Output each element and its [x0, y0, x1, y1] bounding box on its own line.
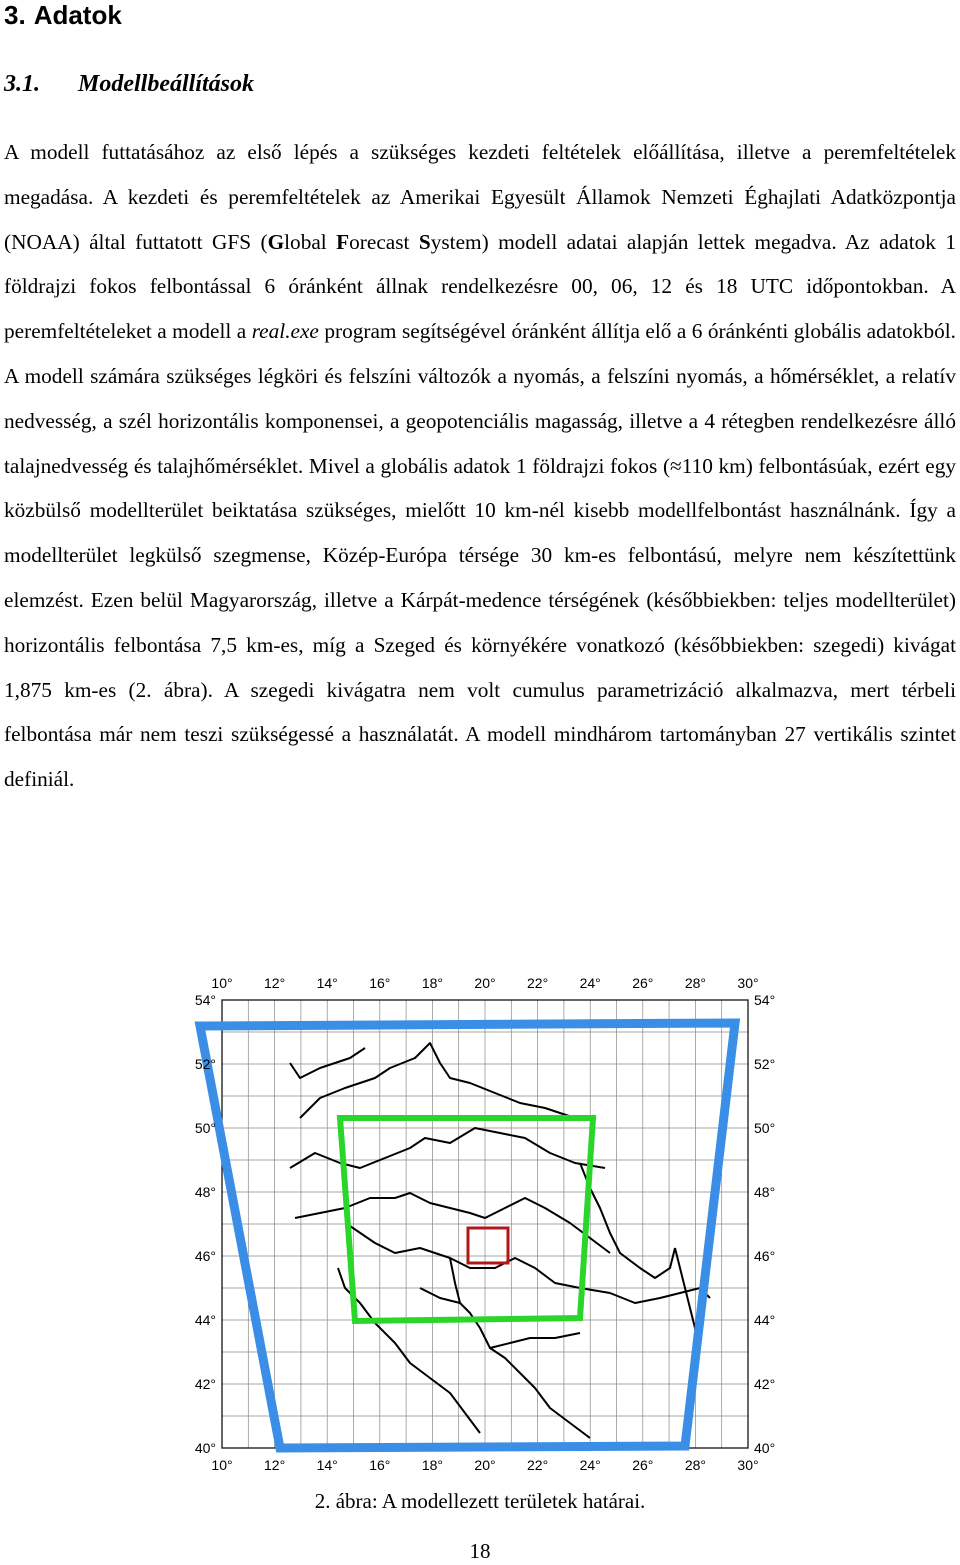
lon-label-bottom: 26° [632, 1457, 654, 1473]
lon-label-bottom: 14° [316, 1457, 338, 1473]
lat-label-right: 44° [754, 1312, 776, 1328]
subsection-heading [4, 70, 254, 98]
gfs-g: G [267, 229, 285, 254]
lon-label-top: 16° [369, 975, 391, 991]
paragraph-part-1: A modell futtatásához az első lépés a szükséges kezdeti feltételek előállítása, illetve a peremfeltételek megadása. A kezdeti és peremfeltételek az Amerikai Egyesült Államok Nemzeti Éghajlati Adatközpontja (NOAA) által futtatott GFS ( [4, 140, 956, 254]
lat-label-left: 42° [194, 1376, 216, 1392]
lon-label-bottom: 10° [211, 1457, 233, 1473]
lat-label-right: 54° [754, 992, 776, 1008]
lon-label-top: 22° [527, 975, 549, 991]
lon-label-bottom: 20° [474, 1457, 496, 1473]
lat-label-left: 44° [194, 1312, 216, 1328]
lon-label-bottom: 24° [579, 1457, 601, 1473]
gfs-f: F [336, 229, 350, 254]
domain-map [150, 968, 800, 1473]
lon-label-top: 30° [737, 975, 759, 991]
lat-label-right: 52° [754, 1056, 776, 1072]
lat-label-left: 40° [194, 1440, 216, 1456]
lat-label-right: 48° [754, 1184, 776, 1200]
lat-lon-grid [222, 1000, 748, 1448]
lon-label-top: 18° [421, 975, 443, 991]
lon-label-bottom: 12° [264, 1457, 286, 1473]
section-title: Adatok [33, 0, 122, 30]
gfs-orecast: orecast [349, 229, 419, 254]
lat-label-left: 46° [194, 1248, 216, 1264]
lat-label-right: 40° [754, 1440, 776, 1456]
subsection-title: Modellbeállítások [78, 71, 254, 97]
real-exe-term: real.exe [251, 319, 319, 344]
lat-label-left: 54° [194, 992, 216, 1008]
lon-label-top: 10° [211, 975, 233, 991]
lat-label-right: 42° [754, 1376, 776, 1392]
lon-label-top: 12° [264, 975, 286, 991]
lon-label-top: 26° [632, 975, 654, 991]
lon-label-bottom: 30° [737, 1457, 759, 1473]
lon-label-bottom: 16° [369, 1457, 391, 1473]
lat-label-left: 52° [194, 1056, 216, 1072]
lat-label-left: 50° [194, 1120, 216, 1136]
gfs-s: S [418, 229, 431, 254]
lon-label-top: 24° [579, 975, 601, 991]
domain-map-figure [150, 968, 800, 1473]
gfs-ystem: ystem) [430, 229, 489, 254]
lat-label-right: 46° [754, 1248, 776, 1264]
lon-label-bottom: 18° [421, 1457, 443, 1473]
body-paragraph [4, 130, 956, 802]
lat-label-left: 48° [194, 1184, 216, 1200]
lon-label-top: 14° [316, 975, 338, 991]
figure-caption: 2. ábra: A modellezett területek határai. [314, 1489, 646, 1513]
lon-label-bottom: 22° [527, 1457, 549, 1473]
section-number: 3. [4, 0, 26, 30]
section-heading [4, 0, 122, 30]
paragraph-part-2: modell adatai alapján lettek megadva. Az adatok 1 földrajzi fokos felbontással 6 óránként állnak rendelkezésre 00, 06, 12 és 18 UTC időpontokban. A peremfeltételeket a modell a [4, 229, 956, 344]
lon-label-top: 20° [474, 975, 496, 991]
gfs-lobal: lobal [284, 229, 337, 254]
lat-label-right: 50° [754, 1120, 776, 1136]
lon-label-bottom: 28° [684, 1457, 706, 1473]
paragraph-part-3: program segítségével óránként állítja elő a 6 óránkénti globális adatokból. A modell számára szükséges légköri és felszíni változók a nyomás, a felszíni nyomás, a hőmérséklet, a relatív nedvesség, a szél horizontális komponensei, a geopotenciális magasság, illetve a 4 rétegben rendelkezésre álló talajnedvesség és talajhőmérséklet. Mivel a globális adatok 1 földrajzi fokos (≈110 km) felbontásúak, ezért egy közbülső modellterület beiktatása szükséges, mielőtt 10 km-nél kisebb modellfelbontást használnánk. Így a modellterület legkülső szegmense, Közép-Európa térsége 30 km-es felbontású, melyre nem készítettünk elemzést. Ezen belül Magyarország, illetve a Kárpát-medence térségének (későbbiekben: teljes modellterület) horizontális felbontása 7,5 km-es, míg a Szeged és környékére vonatkozó (későbbiekben: szegedi) kivágat 1,875 km-es (2. ábra). A szegedi kivágatra nem volt cumulus parametrizáció alkalmazva, mert térbeli felbontása már nem teszi szükségessé a használatát. A modell mindhárom tartományban 27 vertikális szintet definiál. [4, 319, 956, 792]
page-number: 18 [469, 1539, 491, 1563]
lon-label-top: 28° [684, 975, 706, 991]
subsection-number: 3.1. [4, 71, 40, 97]
